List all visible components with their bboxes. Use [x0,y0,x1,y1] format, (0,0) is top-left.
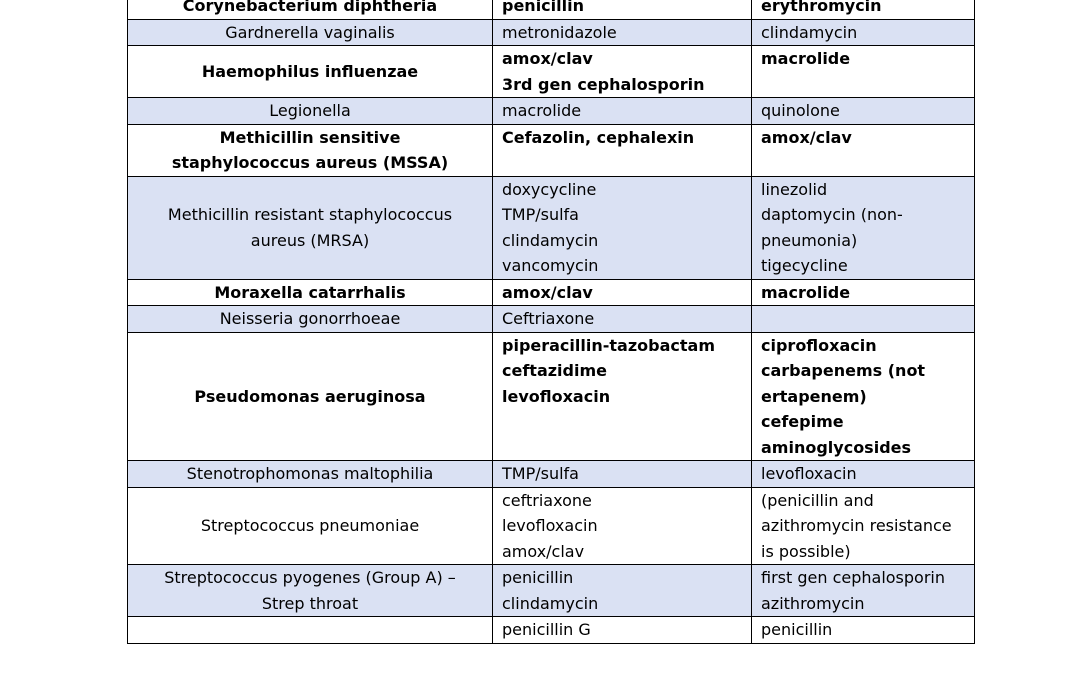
organism-name: Streptococcus pneumoniae [200,516,420,535]
organism-cell [128,565,493,617]
table-row [128,0,975,19]
table-row [128,332,975,461]
first-line-drugs-cell [493,279,752,306]
organism-name: Corynebacterium diphtheria [182,0,438,15]
drug-name: amox/clav [761,127,852,147]
antibiotic-table [127,0,975,644]
organism-cell [128,46,493,98]
alternative-drugs-cell [752,124,975,176]
first-line-drugs-cell [493,487,752,565]
drug-name: ceftazidime [502,361,607,380]
first-line-drugs-cell [493,124,752,176]
drug-name: macrolide [761,49,851,68]
drug-name: TMP/sulfa [502,205,579,224]
organism-cell [128,461,493,488]
organism-cell [128,0,493,19]
alternative-drugs-cell [752,98,975,125]
drug-name: ceftriaxone [502,490,592,510]
alternative-drugs-cell [752,46,975,98]
table-row [128,617,975,644]
drug-name: daptomycin (non- [761,205,903,224]
organism-name: Methicillin resistant staphylococcus aureus (MRSA) [167,205,453,250]
drug-name: aminoglycosides [761,437,912,457]
first-line-drugs-cell [493,565,752,617]
table-row [128,98,975,125]
drug-name: 3rd gen cephalosporin [502,74,705,94]
drug-name: levofloxacin [502,386,611,406]
drug-name: TMP/sulfa [502,464,579,483]
table-row [128,124,975,176]
organism-cell [128,332,493,461]
organism-name: Methicillin sensitive staphylococcus aureus (MSSA) [171,127,449,172]
organism-name: Pseudomonas aeruginosa [194,386,426,406]
drug-name: doxycycline [502,179,597,199]
first-line-drugs-cell [493,306,752,333]
alternative-drugs-cell [752,0,975,19]
table-row [128,306,975,333]
alternative-drugs-cell [752,19,975,46]
drug-name [761,306,974,332]
first-line-drugs-cell [493,332,752,461]
drug-name: Ceftriaxone [502,309,595,328]
drug-name: pneumonia) [761,230,858,250]
organism-name: Legionella [269,101,351,120]
organism-name: Gardnerella vaginalis [225,22,395,42]
drug-name: ertapenem) [761,386,867,406]
table-row [128,565,975,617]
drug-name: carbapenems (not [761,361,926,380]
drug-name: amox/clav [502,49,593,68]
table-row [128,176,975,279]
alternative-drugs-cell [752,306,975,333]
drug-name: azithromycin resistance [761,516,952,535]
table-row [128,487,975,565]
first-line-drugs-cell [493,19,752,46]
drug-name: is possible) [761,541,851,561]
drug-name: clindamycin [502,230,599,250]
alternative-drugs-cell [752,565,975,617]
drug-name: penicillin G [502,620,591,639]
drug-name: cefepime [761,412,844,431]
drug-name: (penicillin and [761,490,874,510]
drug-name: levofloxacin [502,516,598,535]
drug-name: clindamycin [761,22,858,42]
drug-name: levofloxacin [761,464,857,483]
table-row [128,279,975,306]
table-row [128,19,975,46]
alternative-drugs-cell [752,617,975,644]
first-line-drugs-cell [493,617,752,644]
alternative-drugs-cell [752,487,975,565]
drug-name: quinolone [761,101,840,120]
first-line-drugs-cell [493,461,752,488]
drug-name: azithromycin [761,593,865,613]
drug-name: penicillin [502,568,574,587]
drug-name: piperacillin-tazobactam [502,335,715,355]
organism-name: Neisseria gonorrhoeae [219,309,401,328]
table-row [128,461,975,488]
drug-name: amox/clav [502,282,593,302]
organism-name: Moraxella catarrhalis [214,282,406,302]
drug-name: Cefazolin, cephalexin [502,127,695,147]
drug-name: tigecycline [761,256,848,275]
organism-name: Streptococcus pyogenes (Group A) – Strep throat [164,568,456,613]
drug-name: erythromycin [761,0,882,15]
drug-name: linezolid [761,179,828,199]
alternative-drugs-cell [752,176,975,279]
table-row [128,46,975,98]
first-line-drugs-cell [493,176,752,279]
organism-cell [128,124,493,176]
organism-cell [128,487,493,565]
drug-name: vancomycin [502,256,599,275]
organism-cell [128,19,493,46]
alternative-drugs-cell [752,279,975,306]
drug-name: first gen cephalosporin [761,568,945,587]
first-line-drugs-cell [493,0,752,19]
organism-name: Stenotrophomonas maltophilia [186,464,434,483]
organism-name: Haemophilus influenzae [201,61,419,81]
drug-name: penicillin [761,620,833,639]
drug-name: clindamycin [502,593,599,613]
first-line-drugs-cell [493,98,752,125]
organism-cell [128,279,493,306]
drug-name: macrolide [502,101,582,120]
organism-cell [128,176,493,279]
organism-cell [128,98,493,125]
alternative-drugs-cell [752,461,975,488]
drug-name: amox/clav [502,541,585,561]
organism-cell [128,617,493,644]
antibiotic-table-body [128,0,975,643]
drug-name: penicillin [502,0,584,15]
drug-name: macrolide [761,282,851,302]
first-line-drugs-cell [493,46,752,98]
organism-cell [128,306,493,333]
alternative-drugs-cell [752,332,975,461]
drug-name: metronidazole [502,22,617,42]
drug-name: ciprofloxacin [761,335,877,355]
